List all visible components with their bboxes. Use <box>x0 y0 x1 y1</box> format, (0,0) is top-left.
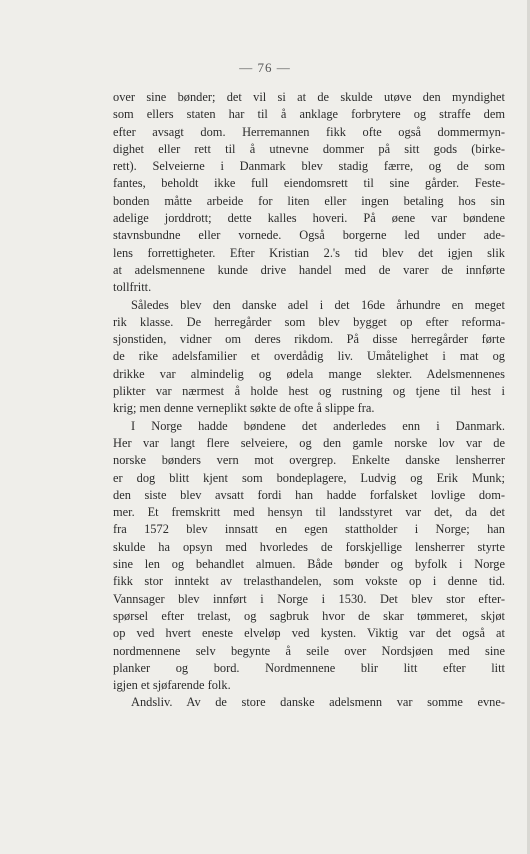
text-line: spørsel efter trelast, og sagbruk hvor de skar tømmeret, skjøt <box>113 608 505 623</box>
text-line: stavnsbundne eller vornede. Også borgerne led under ade- <box>113 228 505 243</box>
text-line: adelige jorddrott; dette kalles hoveri. På øene var bøndene <box>113 211 505 226</box>
text-line: Andsliv. Av de store danske adelsmenn var somme evne- <box>131 695 505 710</box>
text-line: de rike adelsfamilier et overdådig liv. Umåtelighet i mat og <box>113 349 505 364</box>
text-line: som ellers staten har til å anklage forbrytere og straffe dem <box>113 107 505 122</box>
text-line: nordmennene selv begynte å seile over Nordsjøen med sine <box>113 643 505 658</box>
text-line: er dog blitt kjent som bondeplagere, Ludvig og Erik Munk; <box>113 470 505 485</box>
text-line: op ved hvert eneste elveløp ved kysten. Viktig var det også at <box>113 626 505 641</box>
text-line: norske bønders vern mot overgrep. Enkelte danske lensherrer <box>113 453 505 468</box>
body-text <box>113 89 505 712</box>
text-line: sine len og behandlet almuen. Både bønder og byfolk i Norge <box>113 557 505 572</box>
text-line: fra 1572 blev innsatt en egen stattholder i Norge; han <box>113 522 505 537</box>
page-number: — 76 — <box>239 60 291 75</box>
text-line: fikk stor inntekt av trelasthandelen, som vokste op i denne tid. <box>113 574 505 589</box>
text-line: den siste blev avsatt fordi han hadde forfalsket lovlige dom- <box>113 487 505 502</box>
text-line: Her var langt flere selveiere, og den gamle norske lov var de <box>113 435 505 450</box>
text-line: I Norge hadde bøndene det anderledes enn i Danmark. <box>131 418 505 433</box>
text-line: sjonstiden, vidner om deres rikdom. På disse herregårder førte <box>113 332 505 347</box>
text-line: igjen et sjøfarende folk. <box>113 678 231 693</box>
text-line: rik klasse. De herregårder som blev bygget op efter reforma- <box>113 314 505 329</box>
text-line: plikter var nærmest å holde hest og rustning og tjene til hest i <box>113 384 505 399</box>
text-line: fantes, beholdt ikke full eiendomsrett til sine gårder. Feste- <box>113 176 505 191</box>
text-line: krig; men denne verneplikt søkte de ofte å slippe fra. <box>113 401 375 416</box>
text-line: Vannsager blev innført i Norge i 1530. Det blev stor efter- <box>113 591 505 606</box>
text-line: Således blev den danske adel i det 16de århundre en meget <box>131 297 505 312</box>
text-line: bonden måtte arbeide for liten eller ingen betaling hos sin <box>113 193 505 208</box>
text-line: lens forrettigheter. Efter Kristian 2.'s tid blev det igjen slik <box>113 245 505 260</box>
text-line: dighet eller rett til å utnevne dommer på sitt gods (birke- <box>113 141 505 156</box>
text-line: over sine bønder; det vil si at de skulde utøve den myndighet <box>113 90 505 104</box>
text-line: efter avsagt dom. Herremannen fikk ofte også dommermyn- <box>113 124 505 139</box>
text-line: skulde ha opsyn med hvorledes de forskjellige lensherrer styrte <box>113 539 505 554</box>
text-line: planker og bord. Nordmennene blir litt efter litt <box>113 660 505 675</box>
text-line: rett). Selveierne i Danmark blev stadig færre, og de som <box>113 159 505 174</box>
text-line: mer. Et fremskritt med hensyn til landsstyret var det, da det <box>113 505 505 520</box>
text-line: drikke var almindelig og ødela mange slekter. Adelsmennenes <box>113 366 505 381</box>
text-line: at adelsmennene kunde drive handel med de varer de innførte <box>113 262 505 277</box>
text-line: tollfritt. <box>113 280 152 295</box>
